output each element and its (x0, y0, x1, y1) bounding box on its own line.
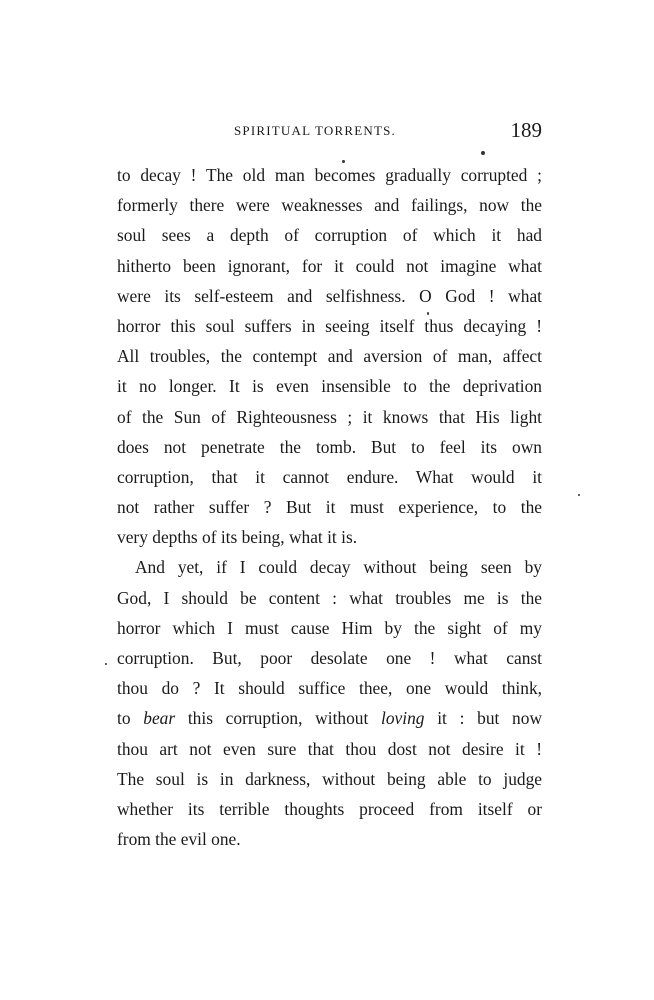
running-title: SPIRITUAL TORRENTS. (234, 123, 396, 138)
ink-speck (578, 494, 580, 496)
text-line: from the evil one. (117, 829, 241, 850)
text-line: very depths of its being, what it is. (117, 527, 358, 548)
text-line: The soul is in darkness, without being able to judge (117, 768, 542, 789)
text-line: All troubles, the contempt and aversion of man, affect (117, 346, 542, 367)
text-line: God, I should be content : what troubles me is the (117, 587, 542, 608)
body-text (117, 160, 542, 854)
ink-speck (342, 160, 345, 163)
text-line: of the Sun of Righteousness ; it knows that His light (117, 406, 542, 427)
text-line: horror which I must cause Him by the sight of my (117, 617, 542, 638)
text-line: thou art not even sure that thou dost not desire it ! (117, 738, 542, 759)
text-line: does not penetrate the tomb. But to feel its own (117, 436, 542, 457)
text-line: And yet, if I could decay without being seen by (135, 557, 542, 578)
ink-speck (105, 663, 107, 665)
text-line: not rather suffer ? But it must experience, to the (117, 497, 542, 518)
text-line-with-emphasis (117, 703, 542, 733)
text-fragment: this corruption, without (175, 708, 382, 729)
text-line: thou do ? It should suffice thee, one would think, (117, 678, 542, 699)
text-line: whether its terrible thoughts proceed from itself or (117, 798, 542, 819)
text-line: it no longer. It is even insensible to the deprivation (117, 376, 542, 397)
page-number: 189 (510, 118, 542, 142)
text-line: hitherto been ignorant, for it could not imagine what (117, 255, 542, 276)
text-line: soul sees a depth of corruption of which it had (117, 225, 542, 246)
italic-word: loving (381, 708, 425, 729)
ink-speck (427, 312, 429, 315)
paragraph-2 (117, 552, 542, 854)
text-line: to decay ! The old man becomes gradually corrupted ; (117, 165, 542, 185)
text-fragment: to (117, 708, 144, 729)
italic-word: bear (143, 708, 176, 729)
text-line: horror this soul suffers in seeing itself thus decaying ! (117, 315, 542, 336)
ink-speck (481, 151, 485, 155)
text-line: corruption, that it cannot endure. What would it (117, 466, 542, 487)
text-line: formerly there were weaknesses and failings, now the (117, 195, 542, 216)
text-line: were its self-esteem and selfishness. O God ! what (117, 285, 542, 306)
text-line: corruption. But, poor desolate one ! what canst (117, 648, 542, 668)
paragraph-1 (117, 160, 542, 552)
text-fragment: it : but now (424, 708, 543, 729)
running-header (117, 120, 542, 144)
